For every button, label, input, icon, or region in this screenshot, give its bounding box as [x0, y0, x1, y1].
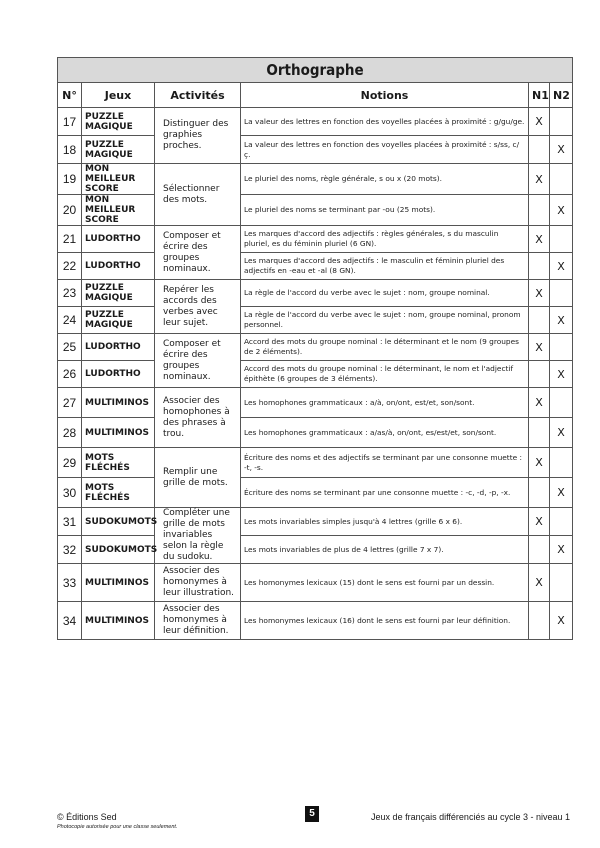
row-number: 21 — [58, 226, 82, 253]
row-number: 22 — [58, 253, 82, 280]
table-row — [58, 280, 573, 307]
level-2-mark: X — [550, 361, 573, 388]
game-name: LUDORTHO — [82, 226, 155, 253]
game-name: MOTS FLÉCHÉS — [82, 448, 155, 478]
header-activites: Activités — [155, 83, 241, 108]
level-2-mark — [550, 334, 573, 361]
game-name: SUDOKUMOTS — [82, 508, 155, 536]
notion: Écriture des noms et des adjectifs se terminant par une consonne muette : -t, -s. — [241, 448, 529, 478]
level-2-mark: X — [550, 195, 573, 226]
activity: Sélectionner des mots. — [155, 164, 241, 226]
game-name: MULTIMINOS — [82, 418, 155, 448]
table-title: Orthographe — [58, 58, 573, 83]
game-name: MULTIMINOS — [82, 388, 155, 418]
row-number: 19 — [58, 164, 82, 195]
activity: Associer des homonymes à leur illustration. — [155, 564, 241, 602]
game-name: MULTIMINOS — [82, 602, 155, 640]
game-name: PUZZLE MAGIQUE — [82, 307, 155, 334]
level-2-mark — [550, 226, 573, 253]
row-number: 17 — [58, 108, 82, 136]
game-name: SUDOKUMOTS — [82, 536, 155, 564]
notion: La règle de l'accord du verbe avec le sujet : nom, groupe nominal. — [241, 280, 529, 307]
table-row — [58, 164, 573, 195]
notion: Écriture des noms se terminant par une consonne muette : -c, -d, -p, -x. — [241, 478, 529, 508]
level-1-mark — [529, 536, 550, 564]
footer-copyright — [57, 812, 177, 832]
level-1-mark — [529, 307, 550, 334]
table-row — [58, 602, 573, 640]
row-number: 18 — [58, 136, 82, 164]
notion: Accord des mots du groupe nominal : le déterminant, le nom et l'adjectif épithète (6 groupes de 3 éléments). — [241, 361, 529, 388]
level-1-mark: X — [529, 564, 550, 602]
footer-publisher: © Éditions Sed — [57, 812, 117, 822]
level-2-mark: X — [550, 136, 573, 164]
notion: Les homophones grammaticaux : a/à, on/ont, est/et, son/sont. — [241, 388, 529, 418]
level-2-mark: X — [550, 602, 573, 640]
level-2-mark: X — [550, 253, 573, 280]
level-2-mark — [550, 280, 573, 307]
table-row — [58, 226, 573, 253]
game-name: MON MEILLEUR SCORE — [82, 195, 155, 226]
row-number: 33 — [58, 564, 82, 602]
row-number: 34 — [58, 602, 82, 640]
notion: La valeur des lettres en fonction des voyelles placées à proximité : s/ss, c/ç. — [241, 136, 529, 164]
level-1-mark — [529, 418, 550, 448]
table-row — [58, 307, 573, 334]
header-num: N° — [58, 83, 82, 108]
table-row — [58, 536, 573, 564]
notion: La valeur des lettres en fonction des voyelles placées à proximité : g/gu/ge. — [241, 108, 529, 136]
row-number: 31 — [58, 508, 82, 536]
row-number: 25 — [58, 334, 82, 361]
notion: Les homonymes lexicaux (16) dont le sens est fourni par leur définition. — [241, 602, 529, 640]
game-name: PUZZLE MAGIQUE — [82, 108, 155, 136]
orthographe-table — [57, 57, 573, 640]
header-notions: Notions — [241, 83, 529, 108]
game-name: MOTS FLÉCHÉS — [82, 478, 155, 508]
activity: Associer des homonymes à leur définition. — [155, 602, 241, 640]
level-1-mark: X — [529, 388, 550, 418]
row-number: 30 — [58, 478, 82, 508]
game-name: LUDORTHO — [82, 361, 155, 388]
level-2-mark — [550, 108, 573, 136]
table-row — [58, 108, 573, 136]
notion: Les mots invariables simples jusqu'à 4 lettres (grille 6 x 6). — [241, 508, 529, 536]
row-number: 26 — [58, 361, 82, 388]
level-1-mark — [529, 195, 550, 226]
table-row — [58, 508, 573, 536]
activity: Associer des homophones à des phrases à trou. — [155, 388, 241, 448]
row-number: 24 — [58, 307, 82, 334]
table-row — [58, 253, 573, 280]
activity: Distinguer des graphies proches. — [155, 108, 241, 164]
activity: Composer et écrire des groupes nominaux. — [155, 334, 241, 388]
table-row — [58, 418, 573, 448]
notion: Les marques d'accord des adjectifs : le masculin et féminin pluriel des adjectifs en -eau et -al (8 GN). — [241, 253, 529, 280]
row-number: 23 — [58, 280, 82, 307]
level-2-mark: X — [550, 418, 573, 448]
level-2-mark — [550, 508, 573, 536]
level-1-mark: X — [529, 108, 550, 136]
row-number: 28 — [58, 418, 82, 448]
level-2-mark: X — [550, 478, 573, 508]
level-2-mark: X — [550, 307, 573, 334]
game-name: MON MEILLEUR SCORE — [82, 164, 155, 195]
notion: Le pluriel des noms, règle générale, s ou x (20 mots). — [241, 164, 529, 195]
row-number: 27 — [58, 388, 82, 418]
table-row — [58, 136, 573, 164]
level-2-mark — [550, 564, 573, 602]
activity: Compléter une grille de mots invariables selon la règle du sudoku. — [155, 508, 241, 564]
row-number: 29 — [58, 448, 82, 478]
notion: Les homophones grammaticaux : a/as/à, on/ont, es/est/et, son/sont. — [241, 418, 529, 448]
notion: Les marques d'accord des adjectifs : règles générales, s du masculin pluriel, es du féminin pluriel (6 GN). — [241, 226, 529, 253]
level-1-mark: X — [529, 280, 550, 307]
game-name: PUZZLE MAGIQUE — [82, 280, 155, 307]
table-row — [58, 361, 573, 388]
table-row — [58, 448, 573, 478]
footer-photocopy-note: Photocopie autorisée pour une classe seulement. — [57, 824, 178, 830]
level-1-mark: X — [529, 164, 550, 195]
notion: Les homonymes lexicaux (15) dont le sens est fourni par un dessin. — [241, 564, 529, 602]
footer-book-title: Jeux de français différenciés au cycle 3 - niveau 1 — [371, 812, 570, 822]
page-number: 5 — [305, 806, 319, 822]
level-2-mark: X — [550, 536, 573, 564]
level-1-mark: X — [529, 448, 550, 478]
level-1-mark — [529, 361, 550, 388]
notion: Le pluriel des noms se terminant par -ou (25 mots). — [241, 195, 529, 226]
table-row — [58, 334, 573, 361]
game-name: PUZZLE MAGIQUE — [82, 136, 155, 164]
table-row — [58, 478, 573, 508]
level-1-mark — [529, 136, 550, 164]
notion: Accord des mots du groupe nominal : le déterminant et le nom (9 groupes de 2 éléments). — [241, 334, 529, 361]
level-2-mark — [550, 448, 573, 478]
level-1-mark: X — [529, 508, 550, 536]
level-2-mark — [550, 388, 573, 418]
level-1-mark — [529, 478, 550, 508]
level-1-mark: X — [529, 334, 550, 361]
level-1-mark — [529, 253, 550, 280]
header-n2: N2 — [550, 83, 573, 108]
activity: Remplir une grille de mots. — [155, 448, 241, 508]
table-row — [58, 388, 573, 418]
table-row — [58, 195, 573, 226]
game-name: MULTIMINOS — [82, 564, 155, 602]
game-name: LUDORTHO — [82, 334, 155, 361]
header-jeux: Jeux — [82, 83, 155, 108]
activity: Composer et écrire des groupes nominaux. — [155, 226, 241, 280]
level-1-mark — [529, 602, 550, 640]
notion: Les mots invariables de plus de 4 lettres (grille 7 x 7). — [241, 536, 529, 564]
game-name: LUDORTHO — [82, 253, 155, 280]
header-n1: N1 — [529, 83, 550, 108]
row-number: 20 — [58, 195, 82, 226]
row-number: 32 — [58, 536, 82, 564]
level-2-mark — [550, 164, 573, 195]
notion: La règle de l'accord du verbe avec le sujet : nom, groupe nominal, pronom personnel. — [241, 307, 529, 334]
activity: Repérer les accords des verbes avec leur sujet. — [155, 280, 241, 334]
table-row — [58, 564, 573, 602]
level-1-mark: X — [529, 226, 550, 253]
